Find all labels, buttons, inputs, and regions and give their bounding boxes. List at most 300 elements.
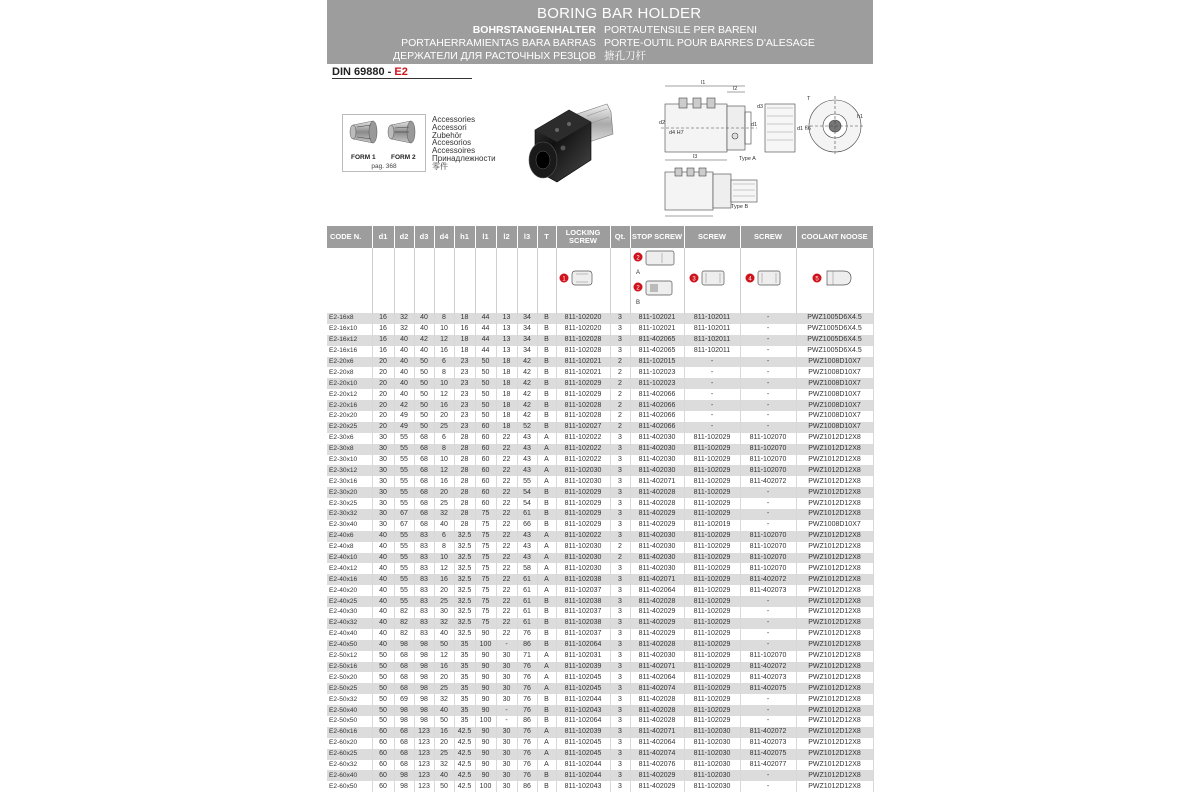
dim-d1h6: d1 h6 [797,126,811,132]
cell-d3: 68 [414,520,434,531]
cell-stop-screw: 811-402029 [630,781,684,792]
cell-t: B [537,716,556,727]
table-row [327,487,873,498]
cell-locking-screw: 811-102043 [556,705,610,716]
cell-qty: 3 [610,487,630,498]
cell-code: E2-60x50 [327,781,372,792]
cell-coolant-noose: PWZ1012D12X8 [796,694,873,705]
cell-screw-a: 811-102029 [684,563,740,574]
cell-d3: 123 [414,770,434,781]
cell-d1: 60 [372,781,394,792]
cell-stop-screw: 811-402030 [630,433,684,444]
cell-screw-b: 811-402073 [740,738,796,749]
cell-coolant-noose: PWZ1012D12X8 [796,760,873,771]
cell-code: E2-40x16 [327,574,372,585]
cell-stop-screw: 811-402028 [630,596,684,607]
cell-qty: 3 [610,596,630,607]
cell-l3: 76 [517,672,537,683]
cell-l3: 86 [517,716,537,727]
cell-d3: 123 [414,781,434,792]
cell-l2: 22 [496,542,517,553]
col-header-qty: Qt. [610,226,630,248]
cell-d4: 16 [434,400,454,411]
cell-d1: 30 [372,509,394,520]
cell-qty: 3 [610,574,630,585]
cell-code: E2-30x25 [327,498,372,509]
col-header-locking-screw: LOCKING SCREW [556,226,610,248]
cell-qty: 2 [610,378,630,389]
cell-d3: 50 [414,357,434,368]
cell-l1: 50 [475,367,496,378]
cell-screw-b: 811-402072 [740,476,796,487]
cell-d1: 30 [372,487,394,498]
cell-d3: 50 [414,389,434,400]
cell-h1: 28 [454,455,475,466]
cell-l1: 75 [475,596,496,607]
cell-coolant-noose: PWZ1008D10X7 [796,378,873,389]
cell-d3: 83 [414,553,434,564]
cell-l2: 13 [496,346,517,357]
cell-code: E2-30x32 [327,509,372,520]
cell-screw-a: 811-102029 [684,444,740,455]
cell-h1: 23 [454,400,475,411]
cell-l1: 75 [475,618,496,629]
col-header-screw-a: SCREW [684,226,740,248]
table-row [327,629,873,640]
cell-t: B [537,487,556,498]
cell-d3: 83 [414,585,434,596]
cell-h1: 35 [454,672,475,683]
cell-t: A [537,553,556,564]
cell-coolant-noose: PWZ1005D6X4.5 [796,335,873,346]
cell-d1: 30 [372,476,394,487]
cell-screw-b: - [740,629,796,640]
cell-h1: 23 [454,389,475,400]
cell-coolant-noose: PWZ1012D12X8 [796,563,873,574]
cell-screw-a: 811-102029 [684,596,740,607]
cell-l3: 42 [517,400,537,411]
cell-d4: 6 [434,357,454,368]
cell-stop-screw: 811-402030 [630,542,684,553]
cell-code: E2-40x32 [327,618,372,629]
table-header-row [327,226,873,248]
cell-d2: 67 [394,520,414,531]
cell-qty: 3 [610,313,630,324]
cell-code: E2-16x12 [327,335,372,346]
cell-l1: 50 [475,357,496,368]
cell-screw-b: 811-102070 [740,553,796,564]
cell-l3: 76 [517,629,537,640]
title-ru: ДЕРЖАТЕЛИ ДЛЯ РАСТОЧНЫХ РЕЗЦОВ [393,50,596,62]
cell-screw-a: 811-102029 [684,476,740,487]
cell-screw-b: - [740,509,796,520]
cell-d1: 60 [372,738,394,749]
cell-screw-b: - [740,357,796,368]
cell-stop-screw: 811-402028 [630,487,684,498]
table-row [327,749,873,760]
table-row [327,367,873,378]
table-row [327,324,873,335]
table-row [327,738,873,749]
cell-locking-screw: 811-102029 [556,520,610,531]
cell-code: E2-50x50 [327,716,372,727]
cell-code: E2-20x6 [327,357,372,368]
table-row [327,727,873,738]
cell-locking-screw: 811-102029 [556,487,610,498]
cell-t: A [537,585,556,596]
cell-d3: 68 [414,476,434,487]
cell-qty: 2 [610,357,630,368]
cell-screw-b: - [740,324,796,335]
cell-l2: 22 [496,476,517,487]
cell-screw-a: 811-102029 [684,574,740,585]
cell-qty: 3 [610,760,630,771]
cell-d4: 40 [434,629,454,640]
cell-qty: 3 [610,346,630,357]
table-row [327,694,873,705]
cell-screw-a: 811-102011 [684,335,740,346]
cell-h1: 16 [454,324,475,335]
table-row [327,760,873,771]
cell-l2: 22 [496,433,517,444]
cell-d3: 68 [414,444,434,455]
cell-t: B [537,357,556,368]
cell-d1: 16 [372,324,394,335]
cell-l2: 22 [496,531,517,542]
cell-screw-b: - [740,487,796,498]
cell-t: A [537,760,556,771]
cell-screw-a: 811-102029 [684,553,740,564]
cell-l3: 76 [517,694,537,705]
cell-d3: 50 [414,378,434,389]
cell-l3: 42 [517,411,537,422]
cell-d1: 50 [372,672,394,683]
cell-d3: 83 [414,542,434,553]
cell-coolant-noose: PWZ1008D10X7 [796,520,873,531]
cell-screw-a: - [684,389,740,400]
cell-coolant-noose: PWZ1012D12X8 [796,455,873,466]
cell-l3: 52 [517,422,537,433]
table-row [327,357,873,368]
cell-d2: 98 [394,705,414,716]
table-row [327,400,873,411]
cell-d4: 32 [434,509,454,520]
cell-screw-a: 811-102029 [684,498,740,509]
cell-d1: 50 [372,651,394,662]
cell-h1: 23 [454,422,475,433]
cell-screw-b: 811-102070 [740,444,796,455]
cell-d1: 16 [372,346,394,357]
cell-t: B [537,335,556,346]
cell-l3: 55 [517,476,537,487]
cell-l2: 22 [496,509,517,520]
cell-coolant-noose: PWZ1012D12X8 [796,781,873,792]
cell-l1: 90 [475,629,496,640]
cell-screw-b: - [740,367,796,378]
cell-screw-b: - [740,389,796,400]
cell-h1: 23 [454,357,475,368]
cell-screw-a: 811-102011 [684,313,740,324]
cell-h1: 32.5 [454,553,475,564]
cell-d1: 20 [372,367,394,378]
cell-code: E2-60x40 [327,770,372,781]
cell-screw-a: 811-102029 [684,716,740,727]
cell-l1: 75 [475,585,496,596]
cell-d2: 55 [394,487,414,498]
cell-d3: 98 [414,683,434,694]
cell-t: B [537,378,556,389]
table-row [327,346,873,357]
cell-d4: 20 [434,585,454,596]
cell-locking-screw: 811-102029 [556,509,610,520]
cell-l2: 30 [496,727,517,738]
cell-code: E2-30x10 [327,455,372,466]
icon-label-b: B [635,300,641,306]
cell-coolant-noose: PWZ1012D12X8 [796,531,873,542]
cell-d4: 16 [434,346,454,357]
cell-d2: 49 [394,411,414,422]
cell-d3: 50 [414,411,434,422]
cell-l2: 22 [496,444,517,455]
cell-d3: 50 [414,367,434,378]
cell-d1: 30 [372,444,394,455]
dim-l2: l2 [733,86,738,92]
cell-code: E2-50x32 [327,694,372,705]
cell-l2: 18 [496,357,517,368]
cell-locking-screw: 811-102064 [556,716,610,727]
cell-h1: 35 [454,662,475,673]
cell-d4: 6 [434,531,454,542]
cell-h1: 23 [454,367,475,378]
cell-d2: 40 [394,367,414,378]
dim-l3: l3 [693,154,698,160]
cell-d1: 40 [372,629,394,640]
cell-locking-screw: 811-102038 [556,596,610,607]
cell-coolant-noose: PWZ1012D12X8 [796,705,873,716]
accessories-box [342,114,426,172]
acc-label-ru: Принадлежности [432,153,496,163]
cell-d2: 40 [394,346,414,357]
cell-t: B [537,629,556,640]
table-row [327,574,873,585]
cell-l2: 22 [496,596,517,607]
cell-locking-screw: 811-102022 [556,433,610,444]
cell-locking-screw: 811-102021 [556,367,610,378]
cell-d2: 82 [394,607,414,618]
cell-l1: 90 [475,683,496,694]
cell-screw-b: - [740,400,796,411]
icon-label-a: A [635,270,641,276]
cell-stop-screw: 811-402028 [630,716,684,727]
cell-t: B [537,400,556,411]
cell-screw-a: 811-102030 [684,770,740,781]
cell-d3: 68 [414,509,434,520]
table-row [327,476,873,487]
cell-d1: 30 [372,465,394,476]
cell-t: A [537,738,556,749]
cell-d1: 40 [372,574,394,585]
cell-l1: 50 [475,400,496,411]
cell-coolant-noose: PWZ1008D10X7 [796,411,873,422]
cell-l2: 22 [496,465,517,476]
cell-coolant-noose: PWZ1005D6X4.5 [796,346,873,357]
cell-code: E2-30x12 [327,465,372,476]
cell-l3: 54 [517,487,537,498]
cell-l3: 61 [517,585,537,596]
cell-d1: 30 [372,455,394,466]
cell-l2: 30 [496,770,517,781]
cell-l3: 43 [517,444,537,455]
cell-coolant-noose: PWZ1012D12X8 [796,574,873,585]
cell-t: B [537,509,556,520]
cell-coolant-noose: PWZ1012D12X8 [796,542,873,553]
cell-l1: 50 [475,378,496,389]
cell-coolant-noose: PWZ1012D12X8 [796,683,873,694]
table-row [327,662,873,673]
cell-d3: 98 [414,694,434,705]
cell-stop-screw: 811-402065 [630,346,684,357]
cell-qty: 3 [610,607,630,618]
cell-d2: 68 [394,683,414,694]
cell-l3: 71 [517,651,537,662]
cell-l1: 75 [475,553,496,564]
cell-d4: 20 [434,738,454,749]
cell-d2: 55 [394,465,414,476]
cell-coolant-noose: PWZ1012D12X8 [796,585,873,596]
cell-screw-a: - [684,400,740,411]
cell-screw-a: 811-102029 [684,487,740,498]
cell-code: E2-30x6 [327,433,372,444]
cell-d2: 32 [394,324,414,335]
cell-d4: 50 [434,781,454,792]
cell-screw-a: 811-102030 [684,738,740,749]
cell-screw-b: - [740,520,796,531]
cell-screw-b: 811-402073 [740,672,796,683]
cell-d4: 25 [434,596,454,607]
cell-d2: 40 [394,357,414,368]
cell-stop-screw: 811-402028 [630,694,684,705]
cell-d3: 40 [414,346,434,357]
cell-t: A [537,563,556,574]
cell-l1: 75 [475,607,496,618]
cell-stop-screw: 811-402029 [630,509,684,520]
cell-d1: 40 [372,563,394,574]
cell-locking-screw: 811-102030 [556,553,610,564]
cell-screw-a: 811-102029 [684,672,740,683]
cell-h1: 28 [454,465,475,476]
cell-code: E2-40x50 [327,640,372,651]
cell-screw-b: 811-102070 [740,542,796,553]
cell-l1: 75 [475,542,496,553]
cell-screw-b: - [740,618,796,629]
cell-l2: - [496,716,517,727]
cell-qty: 3 [610,618,630,629]
cell-qty: 3 [610,683,630,694]
cell-h1: 32.5 [454,596,475,607]
cell-d1: 50 [372,694,394,705]
cell-qty: 3 [610,781,630,792]
cell-locking-screw: 811-102020 [556,324,610,335]
cell-h1: 35 [454,705,475,716]
cell-code: E2-40x40 [327,629,372,640]
cell-d1: 16 [372,313,394,324]
cell-screw-a: 811-102011 [684,346,740,357]
cell-t: A [537,574,556,585]
cell-stop-screw: 811-402030 [630,563,684,574]
cell-locking-screw: 811-102030 [556,465,610,476]
cell-coolant-noose: PWZ1012D12X8 [796,749,873,760]
cell-l1: 100 [475,716,496,727]
cell-screw-b: 811-102070 [740,563,796,574]
cell-h1: 32.5 [454,531,475,542]
screw-icon-4 [740,248,796,313]
cell-t: B [537,640,556,651]
cell-code: E2-40x10 [327,553,372,564]
cell-code: E2-50x12 [327,651,372,662]
cell-l1: 90 [475,694,496,705]
cell-coolant-noose: PWZ1012D12X8 [796,487,873,498]
cell-d3: 50 [414,422,434,433]
cell-d4: 25 [434,749,454,760]
cell-stop-screw: 811-402074 [630,683,684,694]
cell-screw-a: - [684,422,740,433]
cell-l1: 90 [475,770,496,781]
cell-d3: 123 [414,738,434,749]
cell-h1: 32.5 [454,629,475,640]
dim-l1: l1 [701,80,706,86]
cell-l1: 90 [475,651,496,662]
cell-locking-screw: 811-102037 [556,629,610,640]
cell-d1: 40 [372,640,394,651]
table-row [327,585,873,596]
cell-l1: 44 [475,335,496,346]
cell-d3: 40 [414,324,434,335]
cell-screw-b: - [740,640,796,651]
cell-l2: 22 [496,487,517,498]
table-row [327,335,873,346]
cell-qty: 2 [610,389,630,400]
cell-screw-b: 811-402072 [740,574,796,585]
cell-locking-screw: 811-102028 [556,335,610,346]
cell-qty: 2 [610,553,630,564]
cell-stop-screw: 811-402030 [630,455,684,466]
table-row [327,313,873,324]
table-row [327,553,873,564]
cell-d1: 20 [372,389,394,400]
cell-stop-screw: 811-402064 [630,585,684,596]
cell-d2: 40 [394,378,414,389]
cell-locking-screw: 811-102030 [556,563,610,574]
cell-screw-b: - [740,422,796,433]
cell-d1: 50 [372,716,394,727]
cell-h1: 42.5 [454,738,475,749]
cell-l3: 76 [517,727,537,738]
cell-stop-screw: 811-402064 [630,672,684,683]
table-row [327,770,873,781]
cell-qty: 2 [610,367,630,378]
cell-screw-a: - [684,367,740,378]
cell-l3: 76 [517,770,537,781]
cell-l2: 13 [496,324,517,335]
cell-d2: 68 [394,738,414,749]
cell-t: A [537,444,556,455]
dim-h1: h1 [857,114,864,120]
cell-l3: 76 [517,662,537,673]
cell-d4: 10 [434,378,454,389]
cell-code: E2-40x30 [327,607,372,618]
cell-locking-screw: 811-102037 [556,585,610,596]
col-header-d3: d3 [414,226,434,248]
